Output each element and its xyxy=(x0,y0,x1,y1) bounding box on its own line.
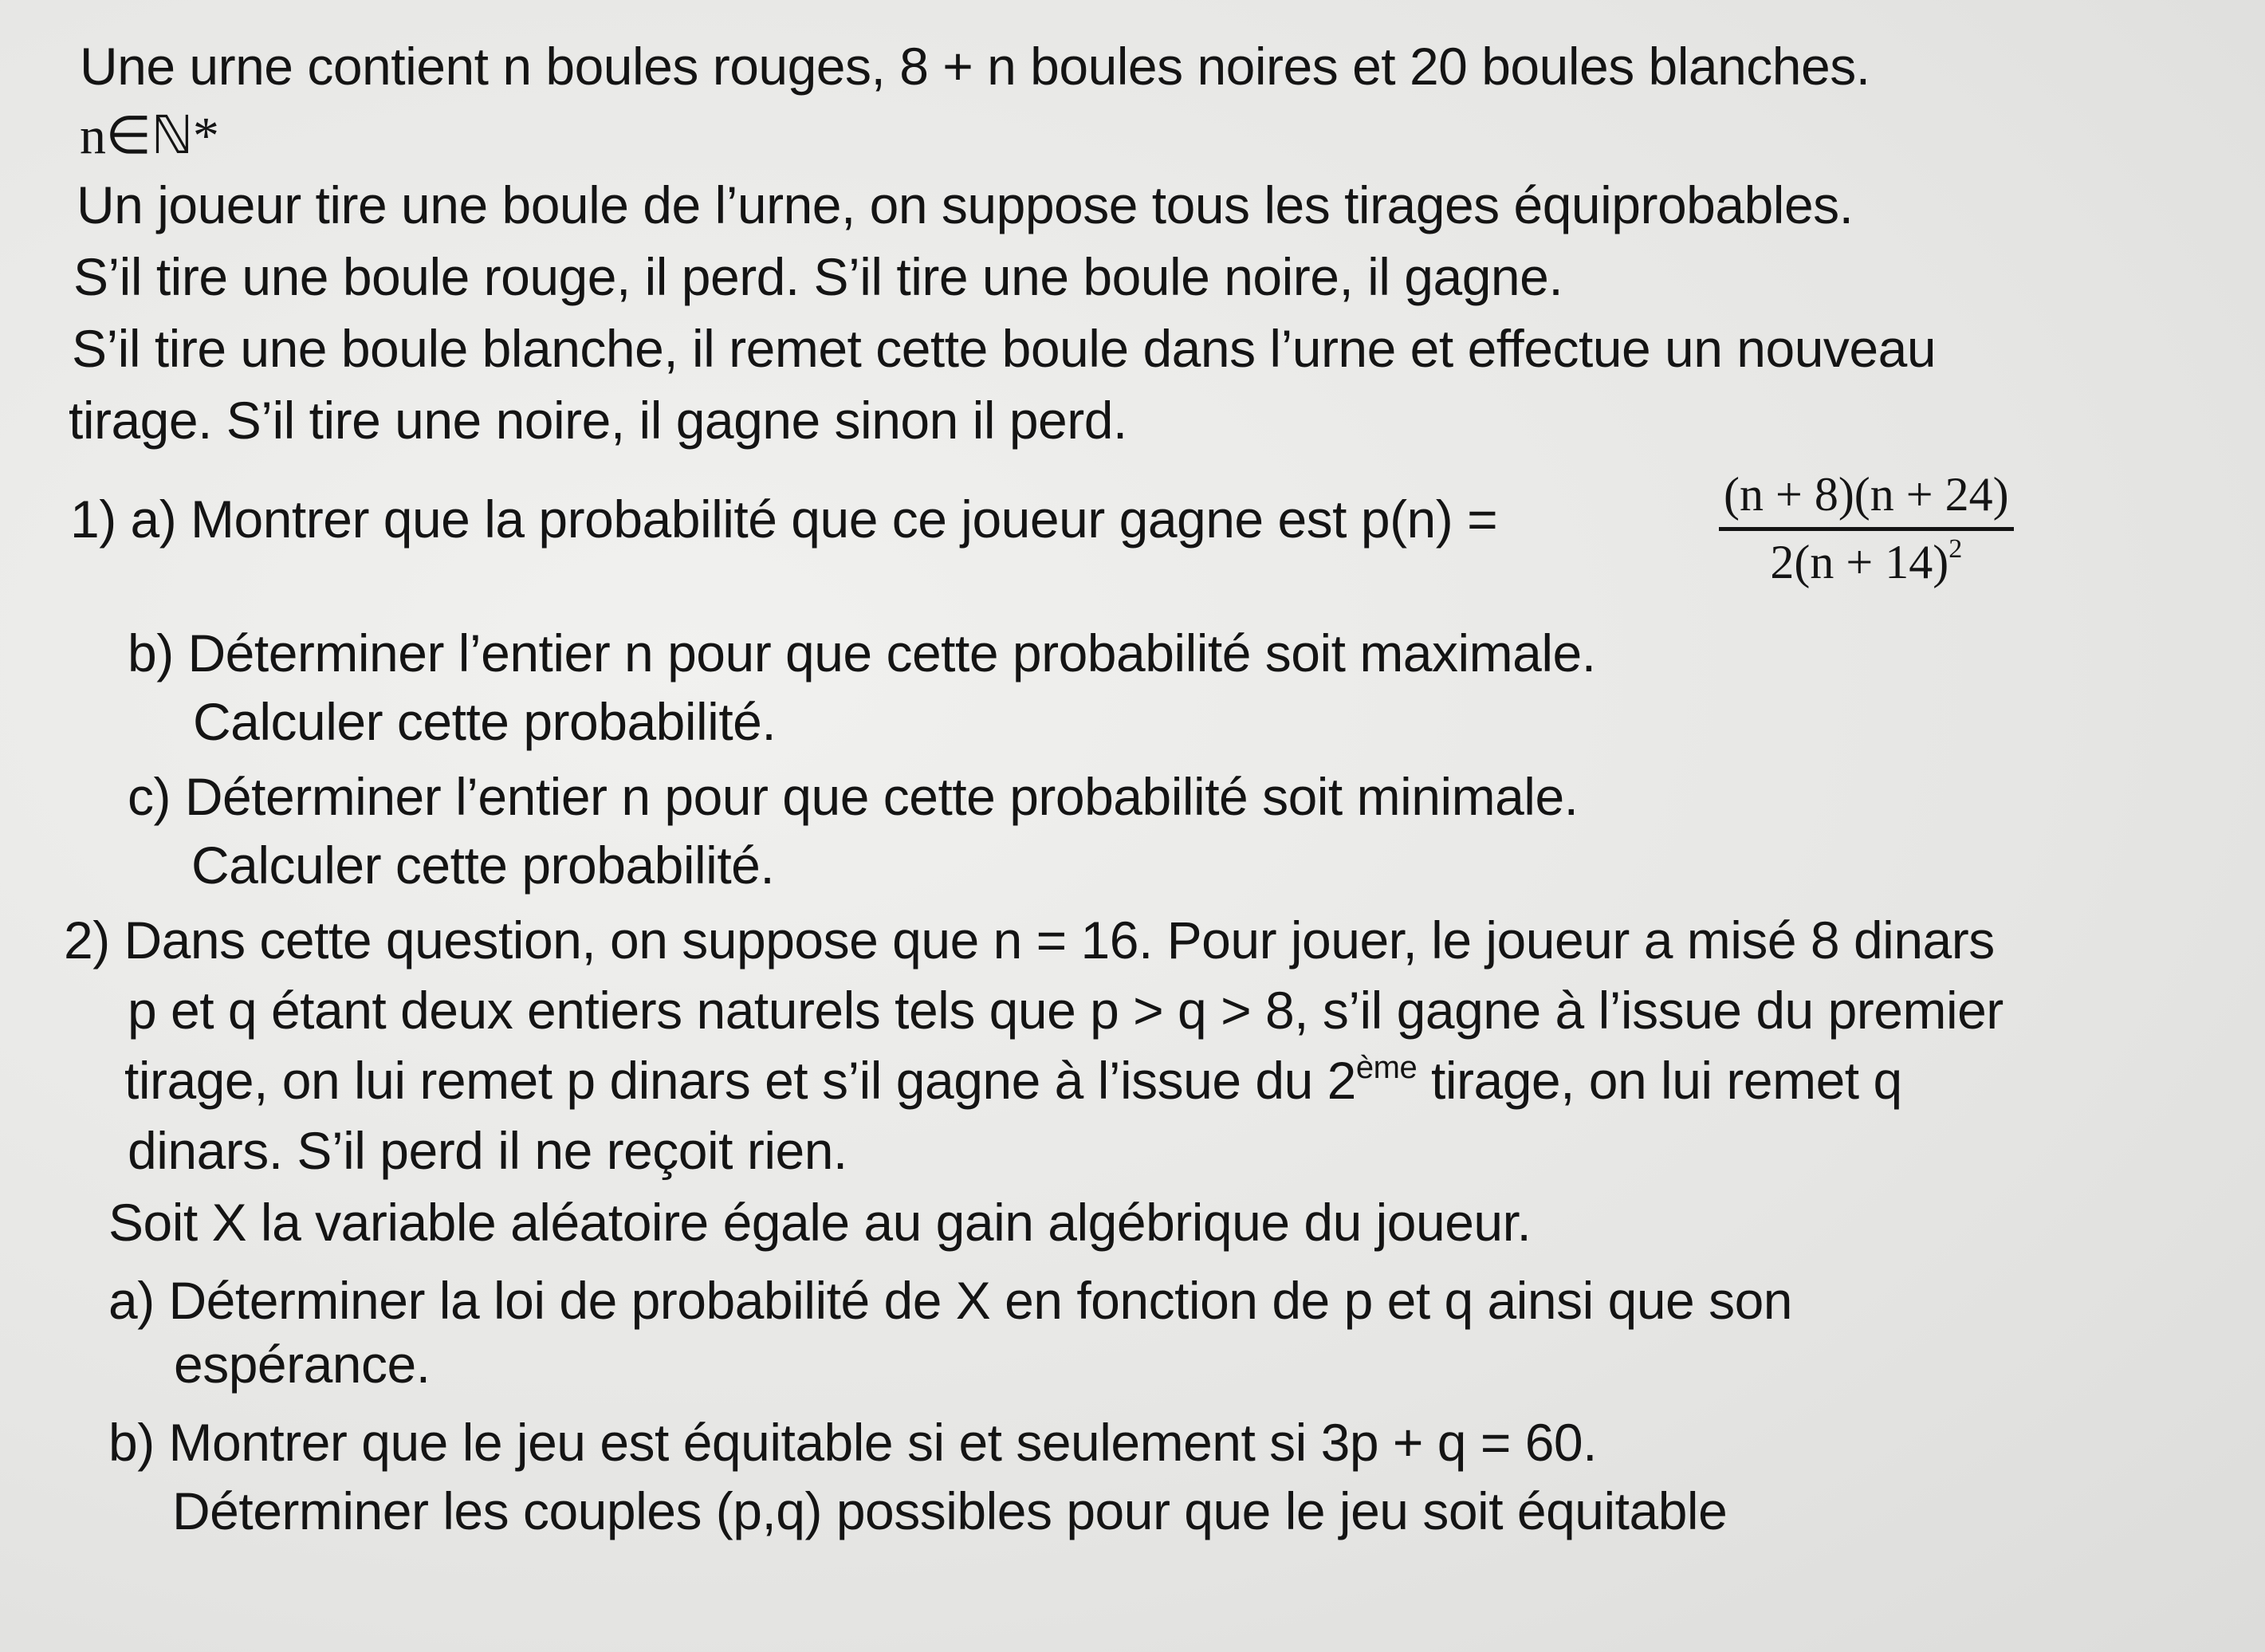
q1b-line-1: b) Déterminer l’entier n pour que cette probabilité soit maximale. xyxy=(128,623,1596,682)
intro-line-4: S’il tire une boule rouge, il perd. S’il tire une boule noire, il gagne. xyxy=(73,247,1563,306)
q2b-line-2: Déterminer les couples (p,q) possibles pour que le jeu soit équitable xyxy=(172,1481,1728,1540)
q1b-line-2: Calculer cette probabilité. xyxy=(193,692,777,751)
q2-line-2: p et q étant deux entiers naturels tels que p > q > 8, s’il gagne à l’issue du premier xyxy=(128,981,2004,1040)
intro-line-6: tirage. S’il tire une noire, il gagne sinon il perd. xyxy=(69,391,1127,450)
intro-line-3: Un joueur tire une boule de l’urne, on suppose tous les tirages équiprobables. xyxy=(77,175,1854,234)
q1a-fraction-denominator-wrap xyxy=(1719,531,2014,590)
q1a-text: 1) a) Montrer que la probabilité que ce joueur gagne est p(n) = xyxy=(70,490,1498,549)
intro-line-5: S’il tire une boule blanche, il remet cette boule dans l’urne et effectue un nouveau xyxy=(72,319,1937,378)
q2-line-3-before: tirage, on lui remet p dinars et s’il gagne à l’issue du 2 xyxy=(124,1051,1356,1110)
intro-line-2-set: n∈ℕ* xyxy=(80,107,219,165)
q2-line-5: Soit X la variable aléatoire égale au gain algébrique du joueur. xyxy=(108,1193,1532,1252)
q1c-line-2: Calculer cette probabilité. xyxy=(191,836,775,895)
q2-line-4: dinars. S’il perd il ne reçoit rien. xyxy=(128,1121,847,1180)
q1a-fraction-denominator: 2(n + 14) xyxy=(1770,536,1949,588)
q2-line-1: 2) Dans cette question, on suppose que n = 16. Pour jouer, le joueur a misé 8 dinars xyxy=(64,911,1995,970)
q1c-line-1: c) Déterminer l’entier n pour que cette probabilité soit minimale. xyxy=(128,767,1579,826)
q1a-fraction xyxy=(1719,467,2014,590)
q2b-line-1: b) Montrer que le jeu est équitable si et seulement si 3p + q = 60. xyxy=(108,1413,1597,1472)
q2-line-3 xyxy=(124,1049,1902,1111)
q1a-fraction-exponent: 2 xyxy=(1948,534,1963,564)
q2a-line-1: a) Déterminer la loi de probabilité de X en fonction de p et q ainsi que son xyxy=(108,1271,1792,1330)
q2-line-3-after: tirage, on lui remet q xyxy=(1417,1051,1902,1110)
q2a-line-2: espérance. xyxy=(174,1335,431,1394)
q1a-fraction-numerator: (n + 8)(n + 24) xyxy=(1719,467,2014,531)
intro-line-1: Une urne contient n boules rouges, 8 + n boules noires et 20 boules blanches. xyxy=(80,37,1870,96)
q2-line-3-superscript: ème xyxy=(1355,1050,1418,1085)
